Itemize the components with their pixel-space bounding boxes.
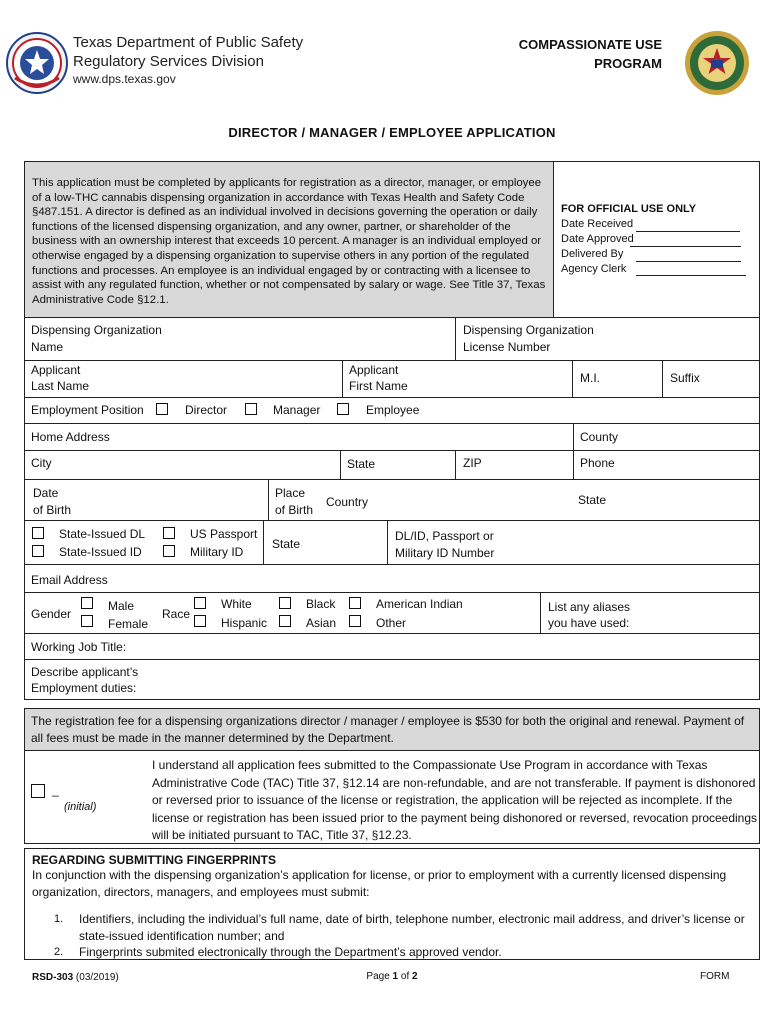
website-url: www.dps.texas.gov bbox=[73, 72, 176, 86]
city-label: City bbox=[31, 456, 52, 470]
initial-blank[interactable]: _ bbox=[52, 783, 59, 797]
date-received-label: Date Received bbox=[561, 218, 634, 230]
asian-label: Asian bbox=[306, 616, 337, 630]
org-name-label-2: Name bbox=[31, 340, 64, 354]
page-number: 1 bbox=[392, 971, 399, 982]
delivered-by-label: Delivered By bbox=[561, 248, 624, 260]
page-indicator bbox=[300, 971, 484, 982]
suffix-label: Suffix bbox=[670, 371, 700, 385]
black-label: Black bbox=[306, 597, 336, 611]
pob-label-2: of Birth bbox=[275, 503, 314, 517]
pob-state-label: State bbox=[578, 493, 607, 507]
gender-label: Gender bbox=[31, 607, 72, 621]
org-license-label: Dispensing Organization bbox=[463, 323, 594, 337]
list-item-text: Identifiers, including the individual’s full name, date of birth, telephone number, electronic mail address, and driver’s license or state-issued identification number; and bbox=[79, 912, 745, 943]
page-of: of bbox=[400, 971, 410, 982]
first-name-label: Applicant bbox=[349, 363, 399, 377]
id-number-label-2: Military ID Number bbox=[395, 546, 495, 560]
other-race-label: Other bbox=[376, 616, 407, 630]
first-name-label-2: First Name bbox=[349, 379, 408, 393]
manager-checkbox[interactable] bbox=[245, 403, 257, 415]
director-checkbox[interactable] bbox=[156, 403, 168, 415]
employee-checkbox[interactable] bbox=[337, 403, 349, 415]
state-id-checkbox[interactable] bbox=[32, 545, 44, 557]
county-label: County bbox=[580, 430, 619, 444]
state-label: State bbox=[347, 457, 376, 471]
date-approved-line bbox=[630, 246, 741, 247]
program-name bbox=[470, 35, 662, 73]
manager-label: Manager bbox=[273, 403, 321, 417]
female-label: Female bbox=[108, 617, 149, 631]
id-number-label: DL/ID, Passport or bbox=[395, 529, 494, 543]
list-item-number: 2. bbox=[54, 946, 64, 958]
list-item bbox=[54, 944, 764, 961]
dps-seal-logo bbox=[6, 32, 68, 94]
form-code-number: RSD-303 bbox=[32, 972, 74, 983]
race-label: Race bbox=[162, 607, 191, 621]
us-passport-label: US Passport bbox=[190, 527, 258, 541]
fingerprints-text: In conjunction with the dispensing organization’s application for license, or prior to employment with a currently licensed dispensing organization, directors, managers, and employees must submit: bbox=[32, 868, 727, 899]
regulatory-services-seal-logo bbox=[684, 30, 750, 96]
email-field[interactable] bbox=[24, 564, 760, 593]
zip-label: ZIP bbox=[463, 456, 482, 470]
intro-text: This application must be completed by applicants for registration as a director, manager, or employee of a low-THC cannabis dispensing organization in accordance with Texas Health and Safety Code §487.151. A director is defined as an individual involved in decisions governing the operation or daily functions of the licensed dispensing organization, and any owner, partner, or shareholder of the business with an ownership interest that exceeds 10 percent. A manager is an individual employed or otherwise engaged by a dispensing organization to supervise others in any portion of the regulated functions and processes. An employee is an individual engaged by or contracting with a licensee to assist with any regulated function, whether or not compensated by salary or wage. See Title 37, Texas Administrative Code §12.1. bbox=[32, 177, 546, 306]
delivered-by-line bbox=[636, 261, 741, 262]
male-label: Male bbox=[108, 599, 135, 613]
black-checkbox[interactable] bbox=[279, 597, 291, 609]
org-name-label: Dispensing Organization bbox=[31, 323, 162, 337]
us-passport-checkbox[interactable] bbox=[163, 527, 175, 539]
pob-label: Place bbox=[275, 486, 306, 500]
org-license-label-2: License Number bbox=[463, 340, 551, 354]
form-code-date: (03/2019) bbox=[75, 972, 119, 983]
dob-label-2: of Birth bbox=[33, 503, 72, 517]
employee-label: Employee bbox=[366, 403, 420, 417]
american-indian-label: American Indian bbox=[376, 597, 463, 611]
white-label: White bbox=[221, 597, 252, 611]
acknowledgement-text: I understand all application fees submitted to the Compassionate Use Program in accordance with Texas Administrative Code (TAC) Title 37, §12.14 are non-refundable, and are not transferable. If payment is dishonored or reversed prior to issuance of the license or registration, the application will be rejected as incomplete. If the license or registration has been issued prior to the payment being dishonored or reversed, revocation proceedings will be initiated pursuant to TAC, Title 37, §12.23. bbox=[152, 758, 758, 842]
employment-position-label: Employment Position bbox=[31, 403, 144, 417]
aliases-label-2: you have used: bbox=[548, 616, 630, 630]
phone-label: Phone bbox=[580, 456, 615, 470]
dob-label: Date bbox=[33, 486, 59, 500]
program-line-1: COMPASSIONATE USE bbox=[518, 37, 662, 52]
document-title: DIRECTOR / MANAGER / EMPLOYEE APPLICATION bbox=[228, 125, 556, 140]
other-race-checkbox[interactable] bbox=[349, 615, 361, 627]
form-code bbox=[32, 972, 119, 983]
id-state-label: State bbox=[272, 537, 301, 551]
city-field[interactable] bbox=[24, 450, 341, 480]
agency-name bbox=[73, 33, 303, 71]
state-id-label: State-Issued ID bbox=[59, 545, 142, 559]
asian-checkbox[interactable] bbox=[279, 615, 291, 627]
mi-label: M.I. bbox=[580, 371, 600, 385]
state-dl-checkbox[interactable] bbox=[32, 527, 44, 539]
female-checkbox[interactable] bbox=[81, 615, 93, 627]
state-dl-label: State-Issued DL bbox=[59, 527, 146, 541]
program-line-2: PROGRAM bbox=[594, 56, 662, 71]
white-checkbox[interactable] bbox=[194, 597, 206, 609]
list-item-number: 1. bbox=[54, 913, 64, 925]
date-approved-label: Date Approved bbox=[561, 233, 634, 245]
job-title-field[interactable] bbox=[24, 633, 760, 660]
date-received-line bbox=[636, 231, 740, 232]
military-id-checkbox[interactable] bbox=[163, 545, 175, 557]
acknowledgement-checkbox[interactable] bbox=[31, 784, 45, 798]
fee-notice-text: The registration fee for a dispensing organizations director / manager / employee is $530 for both the original and renewal. Payment of all fees must be made in the manner determined by the Department. bbox=[31, 714, 745, 745]
agency-line-1: Texas Department of Public Safety bbox=[73, 34, 304, 51]
last-name-label-2: Last Name bbox=[31, 379, 90, 393]
american-indian-checkbox[interactable] bbox=[349, 597, 361, 609]
last-name-label: Applicant bbox=[31, 363, 81, 377]
male-checkbox[interactable] bbox=[81, 597, 93, 609]
duties-label: Describe applicant’s bbox=[31, 665, 139, 679]
page-total: 2 bbox=[412, 971, 418, 982]
director-label: Director bbox=[185, 403, 228, 417]
agency-line-2: Regulatory Services Division bbox=[73, 53, 264, 70]
aliases-label: List any aliases bbox=[548, 600, 631, 614]
form-label: FORM bbox=[700, 971, 730, 982]
military-id-label: Military ID bbox=[190, 545, 244, 559]
fingerprints-title: REGARDING SUBMITTING FINGERPRINTS bbox=[32, 853, 277, 867]
hispanic-label: Hispanic bbox=[221, 616, 268, 630]
duties-label-2: Employment duties: bbox=[31, 681, 137, 695]
initial-label: (initial) bbox=[64, 801, 97, 813]
job-title-label: Working Job Title: bbox=[31, 640, 127, 654]
agency-clerk-label: Agency Clerk bbox=[561, 263, 627, 275]
list-item bbox=[54, 911, 764, 944]
fingerprints-list bbox=[54, 911, 764, 961]
hispanic-checkbox[interactable] bbox=[194, 615, 206, 627]
page-word: Page bbox=[366, 971, 390, 982]
home-address-label: Home Address bbox=[31, 430, 110, 444]
list-item-text: Fingerprints submited electronically through the Department’s approved vendor. bbox=[79, 945, 502, 959]
pob-country-label: Country bbox=[326, 495, 369, 509]
email-label: Email Address bbox=[31, 573, 108, 587]
official-use-title: FOR OFFICIAL USE ONLY bbox=[561, 203, 697, 215]
agency-clerk-line bbox=[636, 275, 746, 276]
